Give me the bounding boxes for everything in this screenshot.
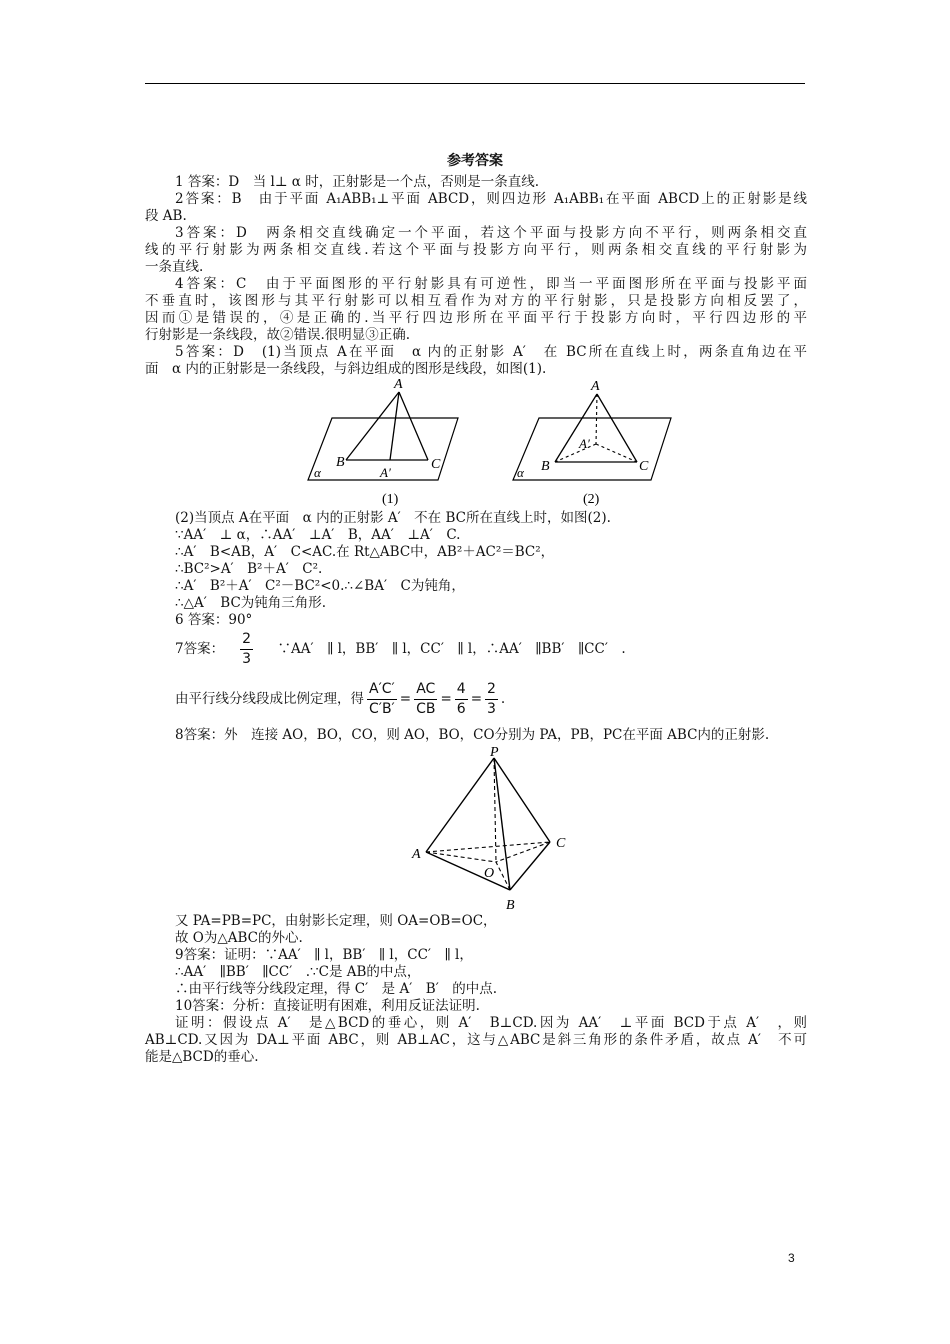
answer-5-line3: (2)当顶点 A在平面 α 内的正射影 A′ 不在 BC所在直线上时，如图(2). bbox=[175, 510, 611, 526]
fraction-3-numerator: 4 bbox=[455, 682, 468, 700]
edge-PA bbox=[426, 758, 494, 852]
answer-5-line1: 5答案：D (1)当顶点 A在平面 α 内的正射影 A′ 在 BC所在直线上时，两条直角边在平 bbox=[175, 344, 807, 360]
answer-9-line3: ∴由平行线等分线段定理，得 C′ 是 A′ B′ 的中点. bbox=[175, 981, 498, 997]
answer-8-line1: 8答案：外 连接 AO，BO，CO，则 AO，BO，CO分别为 PA，PB，PC在平面 ABC内的正射影. bbox=[175, 727, 770, 743]
answer-7-line2: 由平行线分线段成比例定理，得 $\frac{A'C'}{C'B'}$ = $\frac{AC}{CB}$ = $\frac{4}{6}$ = $\frac{2}{3}$ . bbox=[175, 680, 506, 717]
answer-9-line2: ∴AA′ ∥BB′ ∥CC′ .∵C是 AB的中点， bbox=[175, 964, 421, 980]
edge-AC bbox=[597, 394, 637, 462]
fraction-answer bbox=[240, 632, 253, 667]
answer-4-line1: 4答案：C 由于平面图形的平行射影具有可逆性，即当一平面图形所在平面与投影平面 bbox=[175, 276, 807, 292]
edge-AprimeC bbox=[596, 444, 637, 462]
label-B: B bbox=[336, 455, 345, 470]
answer-9-line1: 9答案：证明：∵AA′ ∥ l，BB′ ∥ l，CC′ ∥ l， bbox=[175, 947, 473, 963]
answer-1: 1 答案：D 当 l⊥ α 时，正射影是一个点，否则是一条直线. bbox=[175, 174, 539, 190]
fraction-1-numerator: A′C′ bbox=[367, 682, 397, 700]
fraction-denominator: 3 bbox=[242, 650, 252, 667]
answer-5-line6: ∴BC²>A′ B²＋A′ C². bbox=[175, 561, 323, 577]
label-C: C bbox=[639, 459, 649, 474]
header-rule bbox=[145, 83, 805, 84]
caption-2: (2) bbox=[583, 492, 600, 507]
answer-7-line1 bbox=[175, 628, 807, 670]
answer-6: 6 答案：90° bbox=[175, 612, 253, 628]
answer-7-line2-text: 由平行线分线段成比例定理，得 bbox=[175, 690, 364, 707]
figure-1 bbox=[300, 376, 460, 508]
fraction-numerator: 2 bbox=[240, 632, 253, 650]
fraction-4-denominator: 3 bbox=[487, 700, 496, 717]
answer-10-line1: 10答案：分析：直接证明有困难，利用反证法证明. bbox=[175, 998, 480, 1014]
answer-5-line8: ∴△A′ BC为钝角三角形. bbox=[175, 595, 327, 611]
answer-5-line2: 面 α 内的正射影是一条线段，与斜边组成的图形是线段，如图(1). bbox=[145, 361, 547, 377]
answer-3-line1: 3答案：D 两条相交直线确定一个平面，若这个平面与投影方向不平行，则两条相交直 bbox=[175, 225, 807, 241]
answer-4-line2: 不垂直时，该图形与其平行射影可以相互看作为对方的平行射影，只是投影方向相反罢了， bbox=[145, 293, 807, 309]
label-A: A bbox=[394, 377, 403, 392]
figure-3 bbox=[408, 746, 578, 914]
fraction-2-numerator: AC bbox=[414, 682, 437, 700]
answer-4-line3: 因而①是错误的，④是正确的.当平行四边形所在平面平行于投影方向时，平行四边形的平 bbox=[145, 310, 807, 326]
answer-3-line3: 一条直线. bbox=[145, 259, 204, 275]
label-A: A bbox=[591, 379, 600, 394]
answer-2-line1: 2答案：B 由于平面 A₁ABB₁⊥平面 ABCD，则四边形 A₁ABB₁在平面 ABCD上的正射影是线 bbox=[175, 191, 807, 207]
label-alpha: α bbox=[517, 465, 524, 480]
edge-AAprime bbox=[596, 394, 597, 444]
fraction-2 bbox=[414, 682, 437, 717]
edge-AC bbox=[399, 392, 428, 460]
label-alpha: α bbox=[314, 465, 321, 480]
answer-5-line5: ∴A′ B<AB，A′ C<AC.在 Rt△ABC中，AB²＋AC²＝BC²， bbox=[175, 544, 555, 560]
edge-AB bbox=[555, 394, 597, 462]
caption-1: (1) bbox=[382, 492, 399, 507]
label-Aprime: A′ bbox=[380, 465, 391, 480]
fraction-4 bbox=[485, 682, 498, 717]
answer-4-line4: 行射影是一条线段，故②错误.很明显③正确. bbox=[145, 327, 411, 343]
answer-8-line3: 故 O为△ABC的外心. bbox=[175, 930, 303, 946]
fraction-1 bbox=[367, 682, 397, 717]
answer-7-label: 7答案： bbox=[175, 640, 225, 657]
label-A: A bbox=[412, 847, 421, 862]
label-C: C bbox=[431, 457, 441, 472]
answer-8-line2: 又 PA=PB=PC，由射影长定理，则 OA=OB=OC， bbox=[175, 913, 497, 929]
answer-5-line4: ∵AA′ ⊥ α，∴AA′ ⊥A′ B，AA′ ⊥A′ C. bbox=[175, 527, 461, 543]
answer-3-line2: 线的平行射影为两条相交直线.若这个平面与投影方向平行，则两条相交直线的平行射影为 bbox=[145, 242, 807, 258]
edge-AC bbox=[426, 842, 550, 852]
page-number: 3 bbox=[788, 1251, 795, 1265]
label-B: B bbox=[506, 898, 515, 913]
fraction-1-denominator: C′B′ bbox=[369, 700, 395, 717]
page-title: 参考答案 bbox=[447, 153, 503, 169]
answer-10-line4: 能是△BCD的垂心. bbox=[145, 1049, 259, 1065]
fraction-3-denominator: 6 bbox=[456, 700, 466, 717]
answer-10-line3: AB⊥CD.又因为 DA⊥平面 ABC，则 AB⊥AC，这与△ABC是斜三角形的条件矛盾，故点 A′ 不可 bbox=[145, 1032, 807, 1048]
answer-10-line2: 证明：假设点 A′ 是△BCD的垂心，则 A′ B⊥CD.因为 AA′ ⊥平面 BCD于点 A′ ，则 bbox=[175, 1015, 807, 1031]
label-O: O bbox=[484, 866, 495, 881]
label-P: P bbox=[490, 746, 499, 760]
answer-2-line2: 段 AB. bbox=[145, 208, 187, 224]
label-Aprime: A′ bbox=[579, 436, 590, 451]
figure-2 bbox=[505, 376, 675, 508]
answer-5-line7: ∴A′ B²＋A′ C²－BC²<0.∴∠BA′ C为钝角， bbox=[175, 578, 465, 594]
fraction-2-denominator: CB bbox=[416, 700, 436, 717]
fraction-4-numerator: 2 bbox=[485, 682, 498, 700]
label-C: C bbox=[556, 836, 566, 851]
label-B: B bbox=[541, 459, 550, 474]
answer-7-text: ∵AA′ ∥ l，BB′ ∥ l，CC′ ∥ l，∴AA′ ∥BB′ ∥CC′ . bbox=[264, 640, 626, 657]
fraction-3 bbox=[455, 682, 468, 717]
